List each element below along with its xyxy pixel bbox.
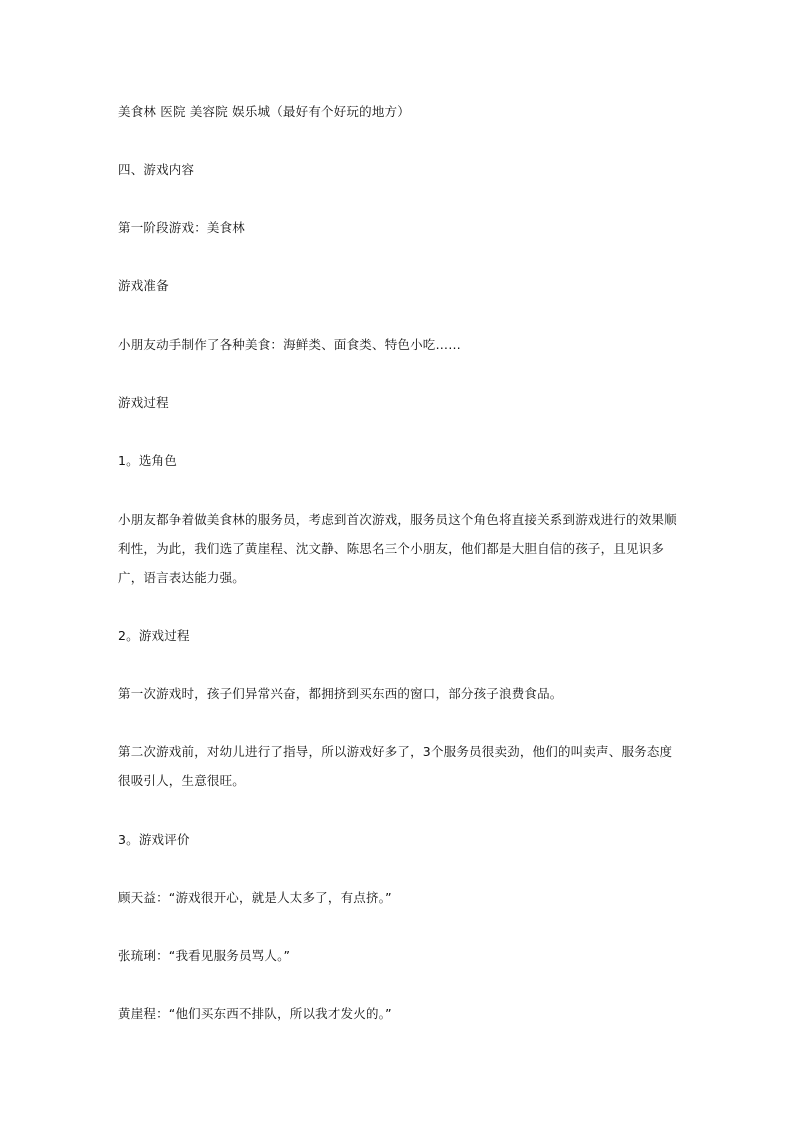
- game-preparation-heading: 游戏准备: [118, 278, 169, 293]
- section-heading-game-content: 四、游戏内容: [118, 162, 195, 177]
- game-process-heading: 游戏过程: [118, 395, 169, 410]
- preparation-text: 小朋友动手制作了各种美食：海鲜类、面食类、特色小吃……: [118, 337, 461, 352]
- choose-roles-text: 小朋友都争着做美食林的服务员，考虑到首次游戏，服务员这个角色将直接关系到游戏进行的效果顺利性，为此，我们选了黄崖程、沈文静、陈思名三个小朋友，他们都是大胆自信的孩子，且见识多广，语言表达能力强。: [118, 512, 677, 585]
- evaluation-quote-1: 顾天益：“游戏很开心，就是人太多了，有点挤。”: [118, 890, 392, 905]
- evaluation-quote-2: 张琉琍：“我看见服务员骂人。”: [118, 948, 291, 963]
- step-1-choose-roles: 1。选角色: [118, 453, 177, 468]
- second-game-text: 第二次游戏前，对幼儿进行了指导，所以游戏好多了，3个服务员很卖劲，他们的叫卖声、服务态度很吸引人，生意很旺。: [118, 744, 673, 788]
- step-3-game-evaluation: 3。游戏评价: [118, 832, 190, 847]
- evaluation-quote-3: 黄崖程：“他们买东西不排队，所以我才发火的。”: [118, 1006, 392, 1021]
- stage-one-heading: 第一阶段游戏：美食林: [118, 220, 246, 235]
- venue-list: 美食林 医院 美容院 娱乐城（最好有个好玩的地方）: [118, 104, 410, 119]
- first-game-text: 第一次游戏时，孩子们异常兴奋，都拥挤到买东西的窗口，部分孩子浪费食品。: [118, 686, 563, 701]
- step-2-game-process: 2。游戏过程: [118, 628, 190, 643]
